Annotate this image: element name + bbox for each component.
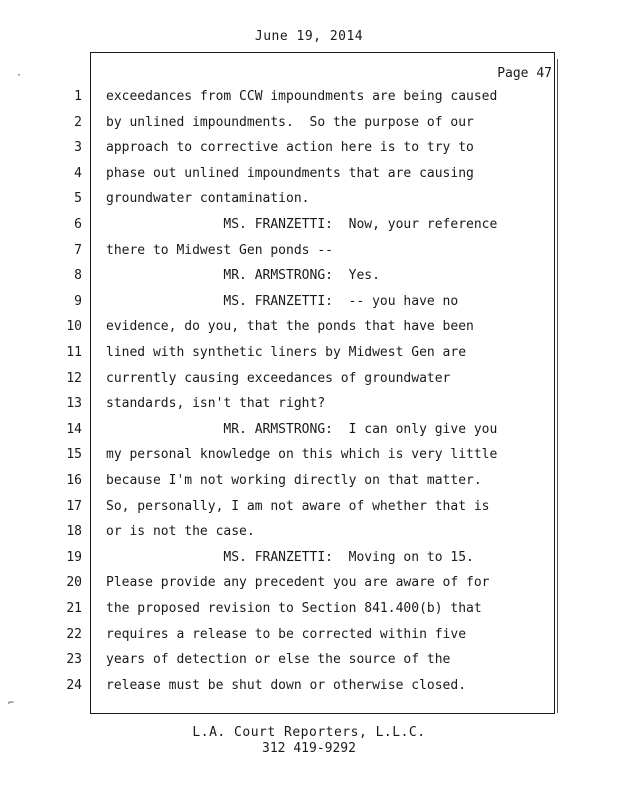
line-number: 13: [66, 396, 82, 411]
line-number: 4: [74, 166, 82, 181]
line-number: 16: [66, 473, 82, 488]
line-number: 22: [66, 627, 82, 642]
transcript-line-text: my personal knowledge on this which is very little: [106, 447, 498, 462]
line-number: 1: [74, 89, 82, 104]
line-number: 17: [66, 499, 82, 514]
transcript-line-text: lined with synthetic liners by Midwest Gen are: [106, 345, 467, 360]
line-number: 3: [74, 140, 82, 155]
line-number: 20: [66, 575, 82, 590]
transcript-line-text: MS. FRANZETTI: Moving on to 15.: [106, 550, 474, 565]
transcript-line-text: MR. ARMSTRONG: I can only give you: [106, 422, 498, 437]
transcript-date: June 19, 2014: [254, 29, 364, 44]
transcript-line-text: MS. FRANZETTI: Now, your reference: [106, 217, 498, 232]
line-number: 23: [66, 652, 82, 667]
line-number: 11: [66, 345, 82, 360]
page-number: Page 47: [497, 66, 552, 81]
transcript-line-text: phase out unlined impoundments that are causing: [106, 166, 474, 181]
line-number: 24: [66, 678, 82, 693]
transcript-line-text: standards, isn't that right?: [106, 396, 326, 411]
transcript-line-text: requires a release to be corrected within five: [106, 627, 467, 642]
line-number: 6: [74, 217, 82, 232]
line-number: 10: [66, 319, 82, 334]
transcript-line-text: the proposed revision to Section 841.400(b) that: [106, 601, 482, 616]
line-number: 9: [74, 294, 82, 309]
line-number: 19: [66, 550, 82, 565]
transcript-line-text: or is not the case.: [106, 524, 255, 539]
transcript-line-text: by unlined impoundments. So the purpose of our: [106, 115, 474, 130]
line-number: 21: [66, 601, 82, 616]
transcript-line-text: MR. ARMSTRONG: Yes.: [106, 268, 380, 283]
transcript-line-text: years of detection or else the source of the: [106, 652, 451, 667]
transcript-line-text: there to Midwest Gen ponds --: [106, 243, 333, 258]
transcript-line-text: release must be shut down or otherwise closed.: [106, 678, 467, 693]
line-number: 2: [74, 115, 82, 130]
line-number: 15: [66, 447, 82, 462]
line-number: 18: [66, 524, 82, 539]
court-reporter-phone: 312 419-9292: [262, 741, 356, 756]
transcript-line-text: MS. FRANZETTI: -- you have no: [106, 294, 459, 309]
line-number: 5: [74, 191, 82, 206]
line-number: 8: [74, 268, 82, 283]
court-reporter-name: L.A. Court Reporters, L.L.C.: [192, 725, 426, 740]
transcript-line-text: exceedances from CCW impoundments are being caused: [106, 89, 498, 104]
transcript-line-text: approach to corrective action here is to try to: [106, 140, 474, 155]
line-number: 14: [66, 422, 82, 437]
scan-mark: ⌐: [8, 698, 15, 709]
scan-mark: ·: [16, 70, 23, 81]
transcript-line-text: because I'm not working directly on that matter.: [106, 473, 482, 488]
transcript-line-text: currently causing exceedances of groundwater: [106, 371, 451, 386]
transcript-line-text: groundwater contamination.: [106, 191, 310, 206]
line-number: 7: [74, 243, 82, 258]
transcript-line-text: So, personally, I am not aware of whether that is: [106, 499, 490, 514]
line-number: 12: [66, 371, 82, 386]
transcript-line-text: Please provide any precedent you are aware of for: [106, 575, 490, 590]
transcript-line-text: evidence, do you, that the ponds that have been: [106, 319, 474, 334]
